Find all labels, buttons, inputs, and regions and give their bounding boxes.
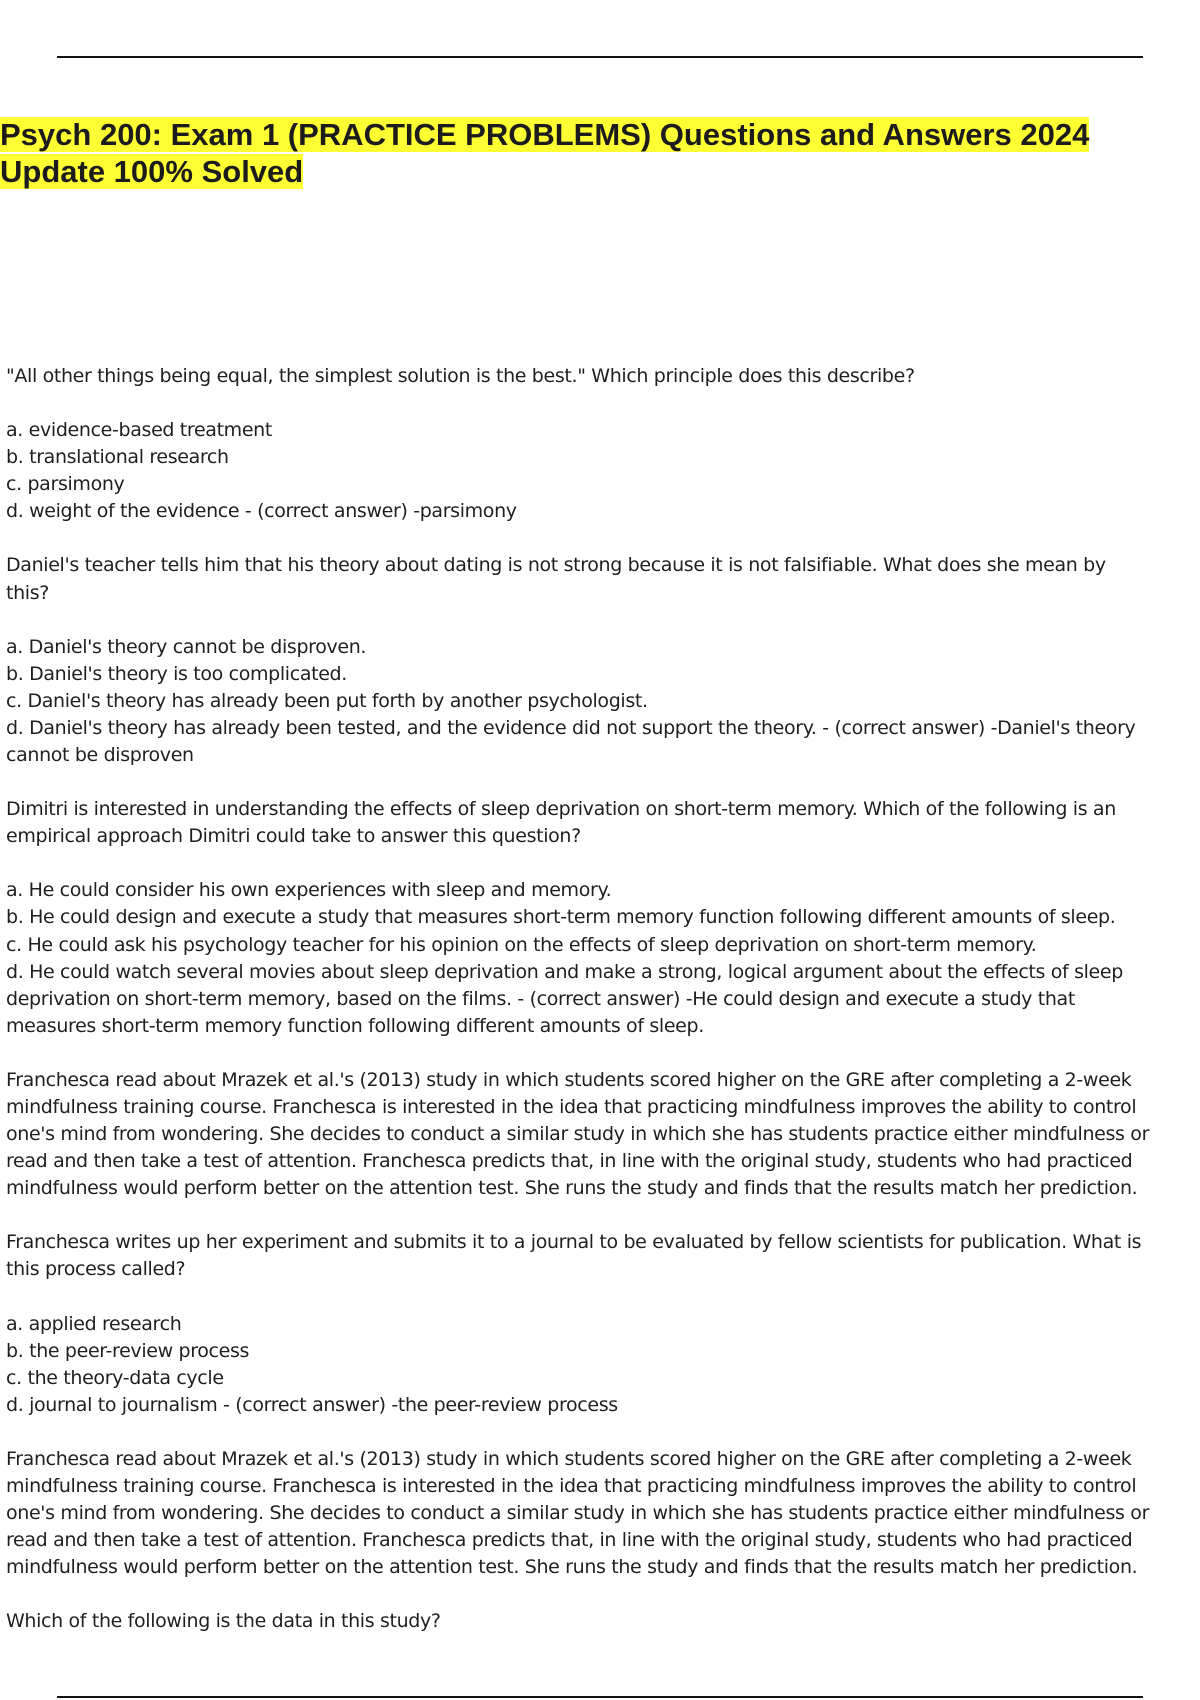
document-body <box>0 363 1150 1635</box>
question-1: "All other things being equal, the simplest solution is the best." Which principle does this describe? <box>6 365 915 387</box>
option-3d: d. He could watch several movies about sleep deprivation and make a strong, logical argument about the effects of sleep deprivation on short-term memory, based on the films. - (correct answer) -He could design and execute a study that measures short-term memory function following different amounts of sleep. <box>6 960 1123 1037</box>
top-rule <box>57 56 1143 58</box>
title-highlight: Psych 200: Exam 1 (PRACTICE PROBLEMS) Questions and Answers 2024 Update 100% Solved <box>0 117 1090 189</box>
option-4c: c. the theory-data cycle <box>6 1366 224 1389</box>
option-1b: b. translational research <box>6 446 229 469</box>
question-2: Daniel's teacher tells him that his theory about dating is not strong because it is not falsifiable. What does she mean by this? <box>6 554 1106 604</box>
option-3a: a. He could consider his own experiences with sleep and memory. <box>6 879 612 902</box>
option-3c: c. He could ask his psychology teacher for his opinion on the effects of sleep deprivation on short-term memory. <box>6 933 1037 956</box>
option-2b: b. Daniel's theory is too complicated. <box>6 662 347 685</box>
option-1d: d. weight of the evidence - (correct answer) -parsimony <box>6 500 517 523</box>
option-4d: d. journal to journalism - (correct answer) -the peer-review process <box>6 1393 618 1416</box>
option-1c: c. parsimony <box>6 473 125 496</box>
option-4a: a. applied research <box>6 1312 182 1335</box>
option-3b: b. He could design and execute a study that measures short-term memory function following different amounts of sleep. <box>6 906 1116 929</box>
option-2c: c. Daniel's theory has already been put forth by another psychologist. <box>6 689 648 712</box>
option-2a: a. Daniel's theory cannot be disproven. <box>6 635 367 658</box>
option-1a: a. evidence-based treatment <box>6 419 272 442</box>
question-4: Franchesca writes up her experiment and submits it to a journal to be evaluated by fellow scientists for publication. What is this process called? <box>6 1231 1142 1281</box>
question-5: Which of the following is the data in this study? <box>6 1610 441 1633</box>
option-4b: b. the peer-review process <box>6 1339 250 1362</box>
bottom-rule <box>57 1696 1143 1698</box>
option-2d: d. Daniel's theory has already been tested, and the evidence did not support the theory. - (correct answer) -Daniel's theory cannot be disproven <box>6 716 1136 767</box>
passage-4: Franchesca read about Mrazek et al.'s (2013) study in which students scored higher on the GRE after completing a 2-week mindfulness training course. Franchesca is interested in the idea that practicing mindfulness improves the ability to control one's mind from wondering. She decides to conduct a similar study in which she has students practice either mindfulness or read and then take a test of attention. Franchesca predicts that, in line with the original study, students who had practiced mindfulness would perform better on the attention test. She runs the study and finds that the results match her prediction. <box>6 1068 1150 1200</box>
question-3: Dimitri is interested in understanding the effects of sleep deprivation on short-term memory. Which of the following is an empirical approach Dimitri could take to answer this question? <box>6 798 1116 848</box>
page-title <box>0 116 1160 190</box>
passage-5: Franchesca read about Mrazek et al.'s (2013) study in which students scored higher on the GRE after completing a 2-week mindfulness training course. Franchesca is interested in the idea that practicing mindfulness improves the ability to control one's mind from wondering. She decides to conduct a similar study in which she has students practice either mindfulness or read and then take a test of attention. Franchesca predicts that, in line with the original study, students who had practiced mindfulness would perform better on the attention test. She runs the study and finds that the results match her prediction. <box>6 1447 1150 1579</box>
